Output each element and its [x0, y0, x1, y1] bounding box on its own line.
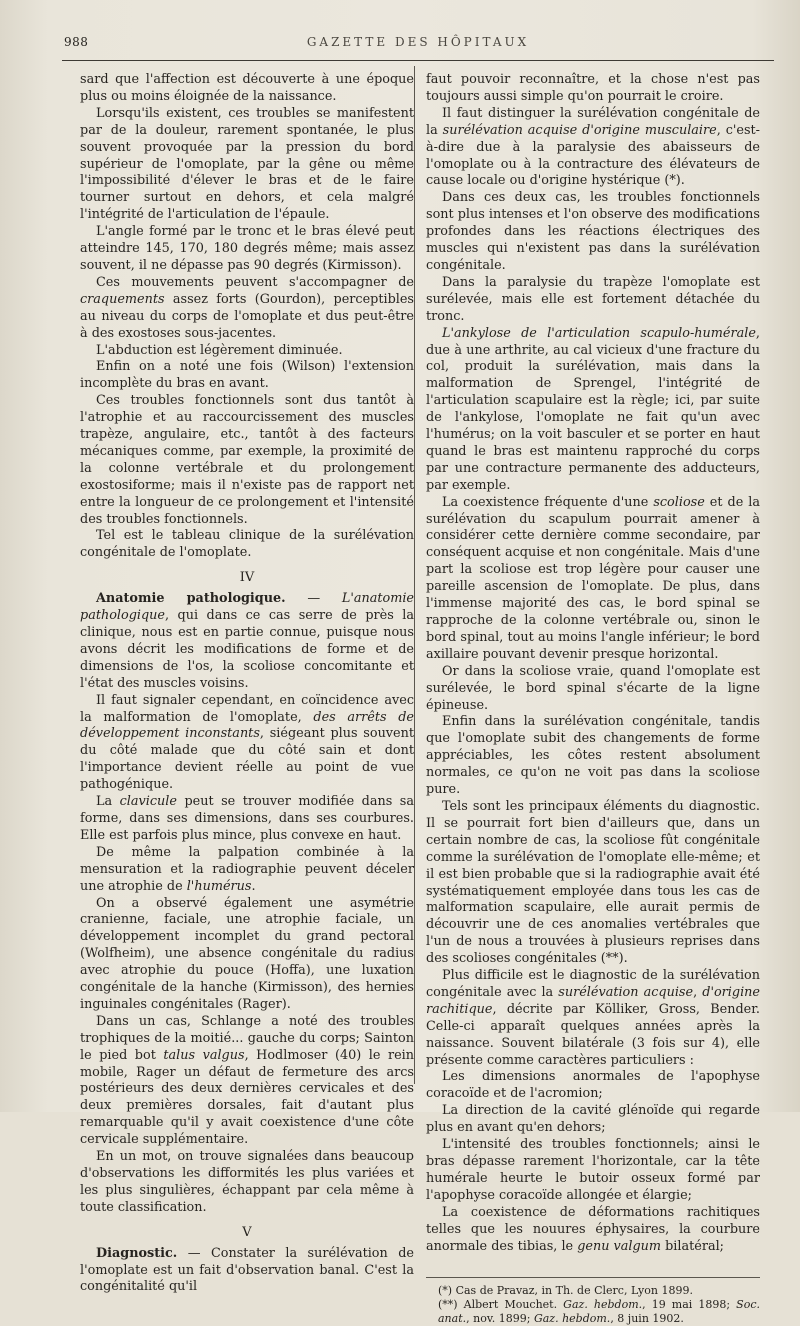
italic-term: clavicule: [119, 794, 177, 810]
paragraph: [80, 1014, 414, 1149]
text-run: Plus difficile est le diagnostic de la surélévation congénitale avec la: [426, 968, 760, 1000]
column-divider: [414, 66, 415, 1084]
text-run: (**) Albert Mouchet.: [438, 1298, 564, 1312]
italic-term: surélévation acquise: [558, 984, 694, 1000]
section-number-v: V: [242, 1224, 252, 1240]
paragraph: Tels sont les principaux éléments du diagnostic. Il se pourrait fort bien d'ailleurs que, dans un certain nombre de cas, la scoliose fût congénitale comme la surélévation de l'omoplate elle-même; et il est bien probable que si la radiographie avait été systématiquement employée dans tous les cas de malformation scapulaire, elle aurait permis de découvrir une de ces anomalies vertébrales que l'un de nous a trouvées à plusieurs reprises dans des scolioses congénitales (**).: [426, 798, 760, 967]
subsection-heading: Anatomie pathologique.: [96, 591, 286, 607]
text-run: La: [96, 794, 120, 810]
text-run: , siégeant plus souvent du côté malade que du côté sain et dont l'importance devient réelle au point de vue pathogénique.: [80, 726, 414, 793]
text-run: peut se trouver modifiée dans sa forme, dans ses dimensions, dans ses courbures. Elle est parfois plus mince, plus convexe en haut.: [80, 794, 414, 843]
text-run: Ces mouvements peuvent s'accompagner de: [96, 274, 414, 290]
paragraph: [80, 794, 414, 845]
left-column: [80, 72, 414, 1296]
italic-term: Soc. anat.: [438, 1298, 760, 1326]
journal-title: GAZETTE DES HÔPITAUX: [306, 35, 530, 49]
paragraph: [426, 106, 760, 191]
paragraph: L'angle formé par le tronc et le bras élevé peut atteindre 145, 170, 180 degrés même; mais assez souvent, il ne dépasse pas 90 degrés (Kirmisson).: [80, 224, 414, 273]
footnote: [426, 1298, 760, 1326]
page-number: 988: [64, 35, 89, 49]
paragraph: [426, 1205, 760, 1256]
italic-term: Gaz. hebdom.: [563, 1298, 643, 1312]
footnote: (*) Cas de Pravaz, in Th. de Clerc, Lyon 1899.: [438, 1284, 693, 1298]
text-run: Il faut signaler cependant, en coïncidence avec la malformation de l'omoplate,: [80, 692, 414, 725]
right-column: [426, 72, 760, 1326]
paragraph: [80, 275, 414, 343]
text-run: Il faut distinguer la surélévation congénitale de la: [426, 105, 760, 138]
paragraph: Dans ces deux cas, les troubles fonctionnels sont plus intenses et l'on observe des modifications profondes dans les réactions électriques des muscles qui n'existent pas dans la surélévation congénitale.: [426, 190, 760, 273]
paragraph: Ces troubles fonctionnels sont dus tantôt à l'atrophie et au raccourcissement des muscles trapèze, angulaire, etc., tantôt à des facteurs mécaniques comme, par exemple, la proximité de la colonne vertébrale et du prolongement exostosiforme; mais il n'existe pas de rapport net entre la longueur de ce prolongement et l'intensité des troubles fonctionnels.: [80, 393, 414, 527]
text-run: La coexistence fréquente d'une: [442, 494, 654, 510]
italic-term: craquements: [80, 291, 165, 307]
text-run: , décrite par Kölliker, Gross, Bender. Celle-ci apparaît quelques années après la naissance. Souvent bilatérale (3 fois sur 4), elle présente comme caractères particuliers :: [426, 1001, 760, 1068]
italic-term: scoliose: [653, 494, 705, 510]
italic-term: surélévation acquise d'origine musculaire: [442, 122, 717, 138]
page-header: [60, 30, 776, 54]
footnotes: [426, 1284, 760, 1326]
text-run: , nov. 1899;: [466, 1312, 534, 1326]
footnote-rule: [426, 1277, 760, 1278]
paragraph: L'intensité des troubles fonctionnels; ainsi le bras dépasse rarement l'horizontale, car la tête humérale heurte le butoir osseux formé par l'apophyse coracoïde allongée et élargie;: [426, 1137, 760, 1203]
italic-term: des arrêts de développement inconstants: [80, 709, 414, 742]
paragraph: Tel est le tableau clinique de la surélévation congénitale de l'omoplate.: [80, 528, 414, 561]
paragraph: [80, 1246, 414, 1297]
text-run: bilatéral;: [661, 1238, 724, 1254]
paragraph: Or dans la scoliose vraie, quand l'omoplate est surélevée, le bord spinal s'écarte de la ligne épineuse.: [426, 663, 760, 713]
text-run: assez forts (Gourdon), perceptibles au niveau du corps de l'omoplate et dus peut-être à des exostoses sous-jacentes.: [80, 291, 414, 341]
paragraph: Dans la paralysie du trapèze l'omoplate est surélevée, mais elle est fortement détachée du tronc.: [426, 274, 760, 324]
subsection-heading: Diagnostic.: [96, 1245, 178, 1261]
text-run: — Constater la surélévation de l'omoplate est un fait d'observation banal. C'est la congénitalité qu'il: [80, 1245, 414, 1295]
paragraph: [80, 591, 414, 692]
italic-term: d'origine rachitique: [426, 984, 760, 1017]
paragraph: [426, 326, 760, 495]
paragraph: [426, 968, 760, 1069]
text-run: , due à une arthrite, au cal vicieux d'une fracture du col, produit la surélévation, mais dans la malformation de Sprengel, l'intégrité de l'articulation scapulaire est la règle; ici, par suite de l'ankylose, l'omoplate ne fait qu'un avec l'humérus; on la voit basculer et se porter en haut quand le bras est maintenu rapproché du corps par une contracture permanente des adducteurs, par exemple.: [426, 325, 760, 493]
italic-term: genu valgum: [577, 1238, 662, 1254]
text-run: et de la surélévation du scapulum pourrait amener à considérer cette dernière comme secondaire, par conséquent acquise et non congénitale. Mais d'une part la scoliose est trop légère pour causer une pareille ascension de l'omoplate. De plus, dans l'immense majorité des cas, le bord spinal se rapproche de la colonne vertébrale ou, sinon le bord spinal, tout au moins l'angle inférieur; le bord axillaire pouvant devenir presque horizontal.: [426, 494, 761, 662]
paragraph: [80, 845, 414, 896]
paragraph: En un mot, on trouve signalées dans beaucoup d'observations les difformités les plus variées et les plus singulières, échappant par cela même à toute classification.: [80, 1149, 414, 1215]
paragraph: Les dimensions anormales de l'apophyse coracoïde et de l'acromion;: [426, 1069, 760, 1102]
text-run: De même la palpation combinée à la mensuration et la radiographie peuvent déceler une atrophie de: [80, 844, 414, 894]
text-run: La coexistence de déformations rachitiques telles que les nouures éphysaires, la courbure anormale des tibias, le: [426, 1204, 760, 1254]
italic-term: l'humérus: [186, 878, 252, 894]
italic-term: Gaz. hebdom.: [533, 1312, 611, 1326]
paragraph: Enfin on a noté une fois (Wilson) l'extension incomplète du bras en avant.: [80, 359, 414, 392]
text-run: .: [251, 878, 256, 894]
paragraph: faut pouvoir reconnaître, et la chose n'est pas toujours aussi simple qu'on pourrait le croire.: [426, 72, 760, 104]
italic-term: L'anatomie pathologique: [80, 591, 414, 624]
text-run: , 19 mai 1898;: [642, 1298, 737, 1312]
paragraph: Enfin dans la surélévation congénitale, tandis que l'omoplate subit des changements de forme appréciables, les côtes restent absolument normales, ce qu'on ne voit pas dans la scoliose pure.: [426, 714, 760, 798]
paragraph: La direction de la cavité glénoïde qui regarde plus en avant qu'en dehors;: [426, 1103, 760, 1136]
paragraph: [426, 495, 760, 664]
paragraph: sard que l'affection est découverte à une époque plus ou moins éloignée de la naissance.: [80, 72, 414, 104]
section-number-iv: IV: [239, 570, 255, 586]
paragraph: On a observé également une asymétrie cranienne, faciale, une atrophie faciale, un développement incomplet du grand pectoral (Wolfheim), une absence congénitale du radius avec atrophie du pouce (Hoffa), une luxation congénitale de la hanche (Kirmisson), des hernies inguinales congénitales (Rager).: [80, 895, 414, 1012]
header-rule: [62, 60, 774, 61]
text-run: , Hodlmoser (40) le rein mobile, Rager un défaut de fermeture des arcs postérieurs des deux dernières cervicales et des deux premières dorsales, fait d'autant plus remarquable qu'il y avait coexistence d'une côte cervicale supplémentaire.: [80, 1047, 414, 1148]
text-run: Dans un cas, Schlange a noté des troubles trophiques de la moitié... gauche du corps; Sainton le pied bot: [80, 1013, 414, 1063]
text-run: , 8 juin 1902.: [610, 1312, 684, 1326]
text-run: , qui dans ce cas serre de près la clinique, nous est en partie connue, puisque nous avons décrit les modifications de forme et de dimensions de l'os, la scoliose concomitante et l'état des muscles voisins.: [80, 608, 414, 691]
paragraph: [80, 693, 414, 794]
text-run: —: [285, 591, 342, 607]
paragraph: L'abduction est légèrement diminuée.: [96, 342, 343, 358]
italic-term: talus valgus: [163, 1047, 245, 1063]
text-run: ,: [693, 984, 703, 1000]
italic-term: L'ankylose de l'articulation scapulo-humérale: [442, 325, 756, 341]
paragraph: Lorsqu'ils existent, ces troubles se manifestent par de la douleur, rarement spontanée, le plus souvent provoquée par la pression du bord supérieur de l'omoplate, par la gêne ou même l'impossibilité d'élever le bras et de le faire tourner surtout en dehors, et cela malgré l'intégrité de l'articulation de l'épaule.: [80, 105, 414, 223]
text-run: , c'est-à-dire due à la paralysie des abaisseurs de l'omoplate ou à la contracture des élévateurs de cause locale ou d'origine hystérique (*).: [426, 122, 760, 189]
